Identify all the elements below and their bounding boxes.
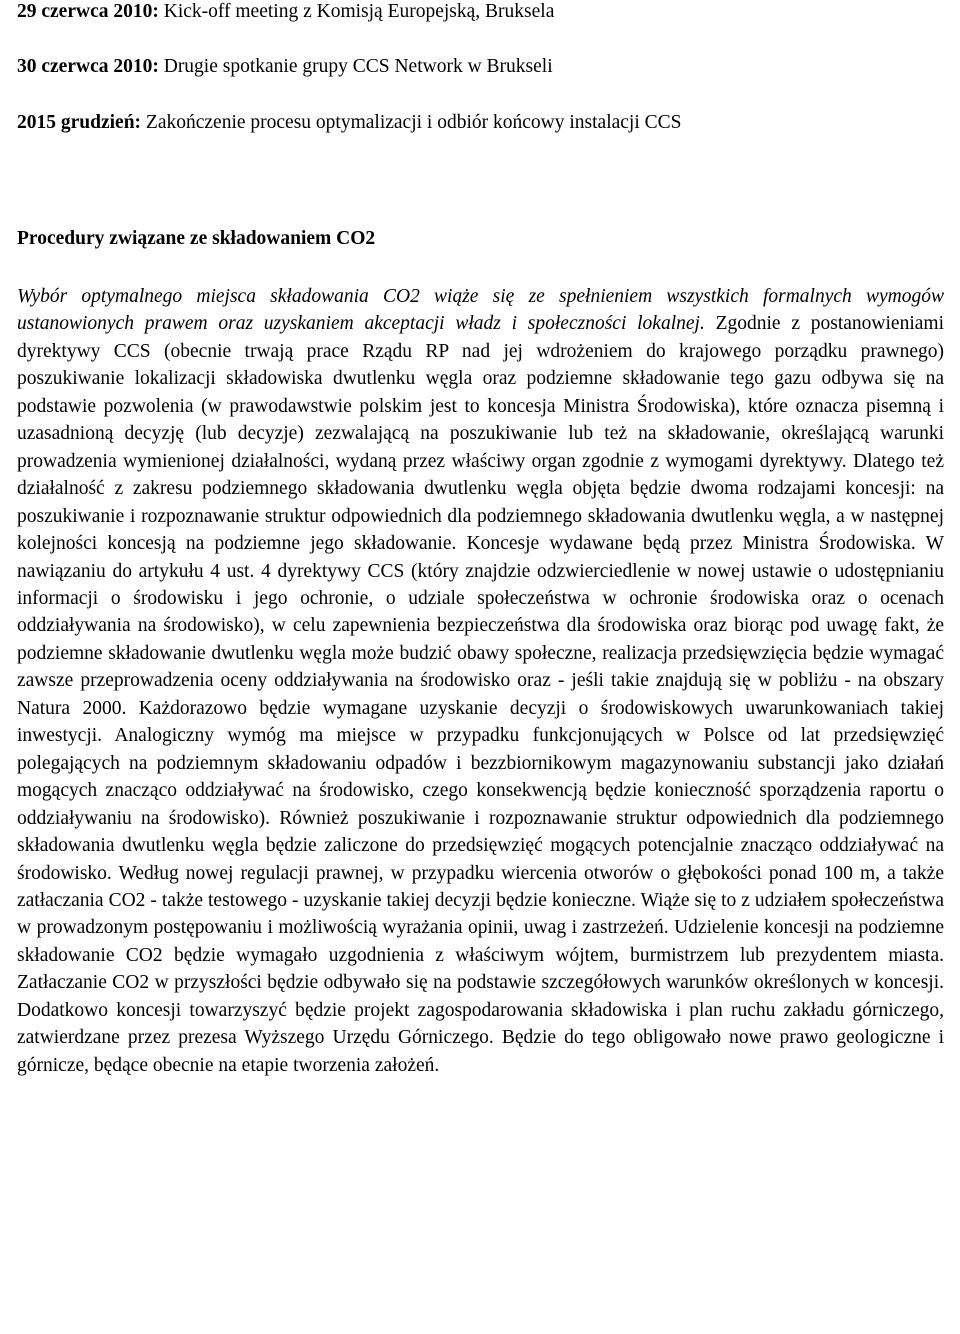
timeline-entry: [17, 0, 554, 26]
body-text: Zgodnie z postanowieniami dyrektywy CCS (obecnie trwają prace Rządu RP nad jej wdrożeniem do krajowego porządku prawnego) poszukiwanie lokalizacji składowiska dwutlenku węgla oraz podziemne składowanie tego gazu odbywa się na podstawie pozwolenia (w prawodawstwie polskim jest to koncesja Ministra Środowiska), które oznacza pisemną i uzasadnioną decyzję (lub decyzje) zezwalającą na poszukiwanie lub też na składowanie, określającą warunki prowadzenia wymienionej działalności, wydaną przez właściwy organ zgodnie z wymogami dyrektywy. Dlatego też działalność z zakresu podziemnego składowania dwutlenku węgla objęta będzie dwoma rodzajami koncesji: na poszukiwanie i rozpoznawanie struktur odpowiednich dla podziemnego składowania dwutlenku węgla, a w następnej kolejności koncesją na podziemne jego składowanie. Koncesje wydawane będą przez Ministra Środowiska. W nawiązaniu do artykułu 4 ust. 4 dyrektywy CCS (który znajdzie odzwierciedlenie w nowej ustawie o udostępnianiu informacji o środowisku i jego ochronie, o udziale społeczeństwa w ochronie środowiska oraz o ocenach oddziaływania na środowisko), w celu zapewnienia bezpieczeństwa dla środowiska oraz biorąc pod uwagę fakt, że podziemne składowanie dwutlenku węgla może budzić obawy społeczne, realizacja przedsięwzięcia będzie wymagać zawsze przeprowadzenia oceny oddziaływania na środowisko oraz - jeśli takie znajdują się w pobliżu - na obszary Natura 2000. Każdorazowo będzie wymagane uzyskanie decyzji o środowiskowych uwarunkowaniach takiej inwestycji. Analogiczny wymóg ma miejsce w przypadku funkcjonujących w Polsce od lat przedsięwzięć polegających na podziemnym składowaniu odpadów i bezzbiornikowym magazynowaniu substancji jako działań mogących znacząco oddziaływać na środowisko, czego konsekwencją będzie konieczność sporządzenia raportu o oddziaływaniu na środowisko). Również poszukiwanie i rozpoznawanie struktur odpowiednich dla podziemnego składowania dwutlenku węgla będzie zaliczone do przedsięwzięć mogących potencjalnie znacząco oddziaływać na środowisko. Według nowej regulacji prawnej, w przypadku wiercenia otworów o głębokości ponad 100 m, a także zatłaczania CO2 - także testowego - uzyskanie takiej decyzji będzie konieczne. Wiąże się to z udziałem społeczeństwa w prowadzonym postępowaniu i możliwością wyrażania opinii, uwag i zastrzeżeń. Udzielenie koncesji na podziemne składowanie CO2 będzie wymagało uzgodnienia z właściwym wójtem, burmistrzem lub prezydentem miasta. Zatłaczanie CO2 w przyszłości będzie odbywało się na podstawie szczegółowych warunków określonych w koncesji. Dodatkowo koncesji towarzyszyć będzie projekt zagospodarowania składowiska i plan ruchu zakładu górniczego, zatwierdzane przez prezesa Wyższego Urzędu Górniczego. Będzie do tego obligowało nowe prawo geologiczne i górnicze, będące obecnie na etapie tworzenia założeń.: [17, 313, 944, 1076]
timeline-date: 29 czerwca 2010:: [17, 1, 159, 22]
timeline-text: Zakończenie procesu optymalizacji i odbiór końcowy instalacji CCS: [141, 112, 682, 133]
timeline-date: 2015 grudzień:: [17, 112, 142, 133]
timeline-entry: [17, 109, 682, 137]
body-paragraph: [17, 283, 944, 1079]
intro-italic-text: Wybór optymalnego miejsca składowania CO2 wiąże się ze spełnieniem wszystkich formalnych wymogów ustanowionych prawem oraz uzyskaniem akceptacji władz i społeczności lokalnej.: [17, 286, 944, 335]
timeline-date: 30 czerwca 2010:: [17, 56, 159, 77]
timeline-text: Drugie spotkanie grupy CCS Network w Brukseli: [158, 56, 553, 77]
section-heading: Procedury związane ze składowaniem CO2: [17, 228, 376, 249]
timeline-text: Kick-off meeting z Komisją Europejską, Bruksela: [158, 1, 555, 22]
timeline-entry: [17, 53, 553, 81]
